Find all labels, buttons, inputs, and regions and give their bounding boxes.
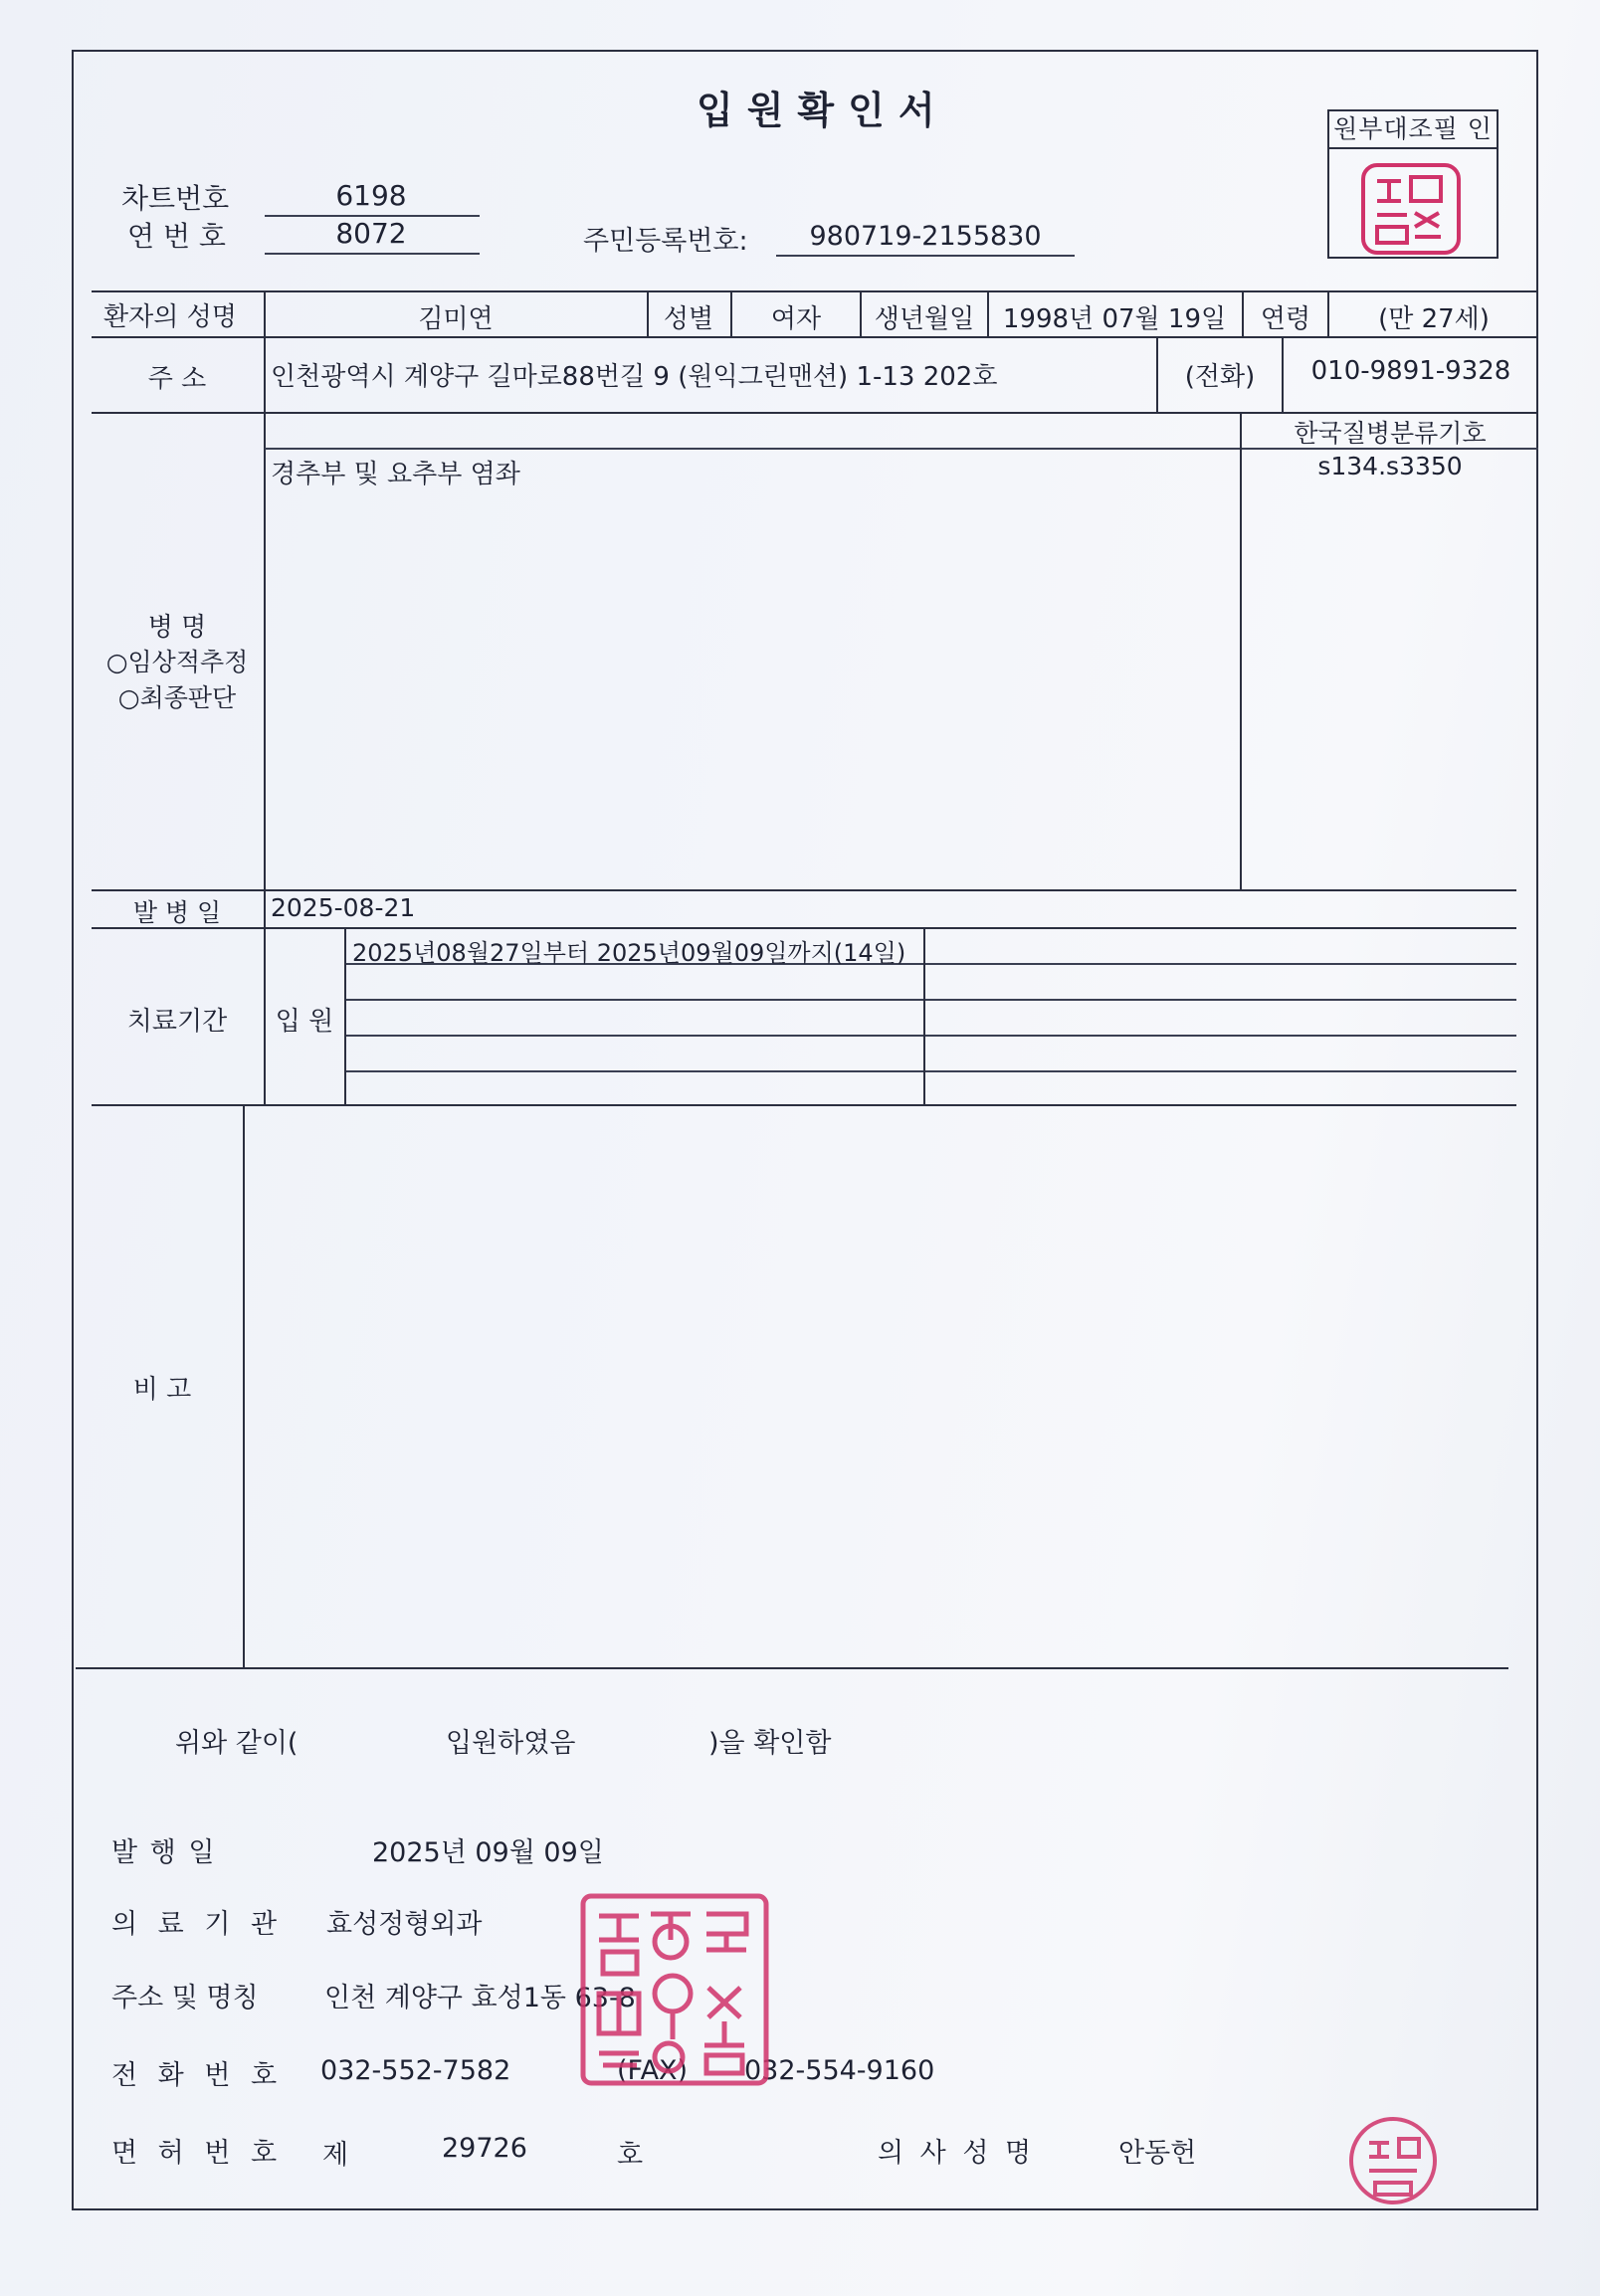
address-value: 인천광역시 계양구 길마로88번길 9 (원익그린맨션) 1-13 202호 [271,362,998,392]
document-title: 입원확인서 [697,89,949,132]
serial-no-value: 8072 [335,217,407,250]
license-suffix: 호 [617,2140,644,2171]
age-label: 연령 [1260,304,1311,334]
patient-name-label: 환자의 성명 [103,302,237,332]
remarks-label: 비 고 [132,1375,192,1405]
fax-label: (FAX) [617,2055,689,2086]
confirmation-suffix: )을 확인함 [708,1728,832,1759]
doctor-label: 의 사 성 명 [878,2138,1036,2169]
clinical-estimate-option: ○임상적추정 [105,648,249,676]
sex-value: 여자 [770,304,822,334]
fax-value: 032-554-9160 [744,2055,935,2086]
original-check-label: 원부대조필 인 [1329,111,1497,149]
resident-no-value: 980719-2155830 [809,221,1042,252]
sex-label: 성별 [663,304,714,334]
license-label: 면 허 번 호 [111,2138,284,2169]
institution-value: 효성정형외과 [326,1909,483,1940]
small-seal-icon [1355,157,1467,261]
doctor-seal-icon [1345,2113,1441,2208]
dob-value: 1998년 07월 19일 [1002,304,1227,334]
confirmation-content: 입원하였음 [446,1728,576,1759]
issuer-address-label: 주소 및 명칭 [111,1983,259,2013]
treatment-type-label: 입 원 [275,1007,334,1037]
tel-label: 전 화 번 호 [111,2060,284,2091]
chart-no-value: 6198 [335,179,407,212]
issue-date-value: 2025년 09월 09일 [372,1837,604,1868]
kcd-label: 한국질병분류기호 [1294,419,1487,448]
institution-label: 의 료 기 관 [111,1909,284,1940]
diagnosis-label: 병 명 [147,613,207,643]
onset-label: 발 병 일 [132,898,222,927]
treatment-label: 치료기간 [126,1007,228,1037]
issue-date-label: 발 행 일 [111,1837,217,1868]
license-number: 29726 [442,2133,527,2164]
resident-no-label: 주민등록번호: [583,226,748,257]
serial-no-label: 연 번 호 [127,220,226,253]
treatment-period: 2025년08월27일부터 2025년09월09일까지(14일) [352,939,906,967]
diagnosis-name: 경추부 및 요추부 염좌 [271,460,520,489]
license-prefix: 제 [322,2140,349,2171]
onset-date: 2025-08-21 [271,893,416,922]
address-label: 주 소 [147,364,207,394]
chart-no-label: 차트번호 [121,182,230,215]
phone-value: 010-9891-9328 [1310,356,1511,386]
final-judgment-option: ○최종판단 [117,683,237,712]
age-value: (만 27세) [1378,304,1490,334]
issuer-address-value: 인천 계양구 효성1동 63-8 [324,1983,636,2013]
patient-name-value: 김미연 [418,304,494,334]
kcd-code: s134.s3350 [1317,452,1463,480]
tel-value: 032-552-7582 [320,2055,511,2086]
hospital-seal-icon [577,1890,772,2089]
confirmation-prefix: 위와 같이( [175,1728,299,1759]
doctor-name: 안동헌 [1118,2138,1197,2169]
dob-label: 생년월일 [874,304,975,334]
phone-label: (전화) [1184,362,1256,392]
